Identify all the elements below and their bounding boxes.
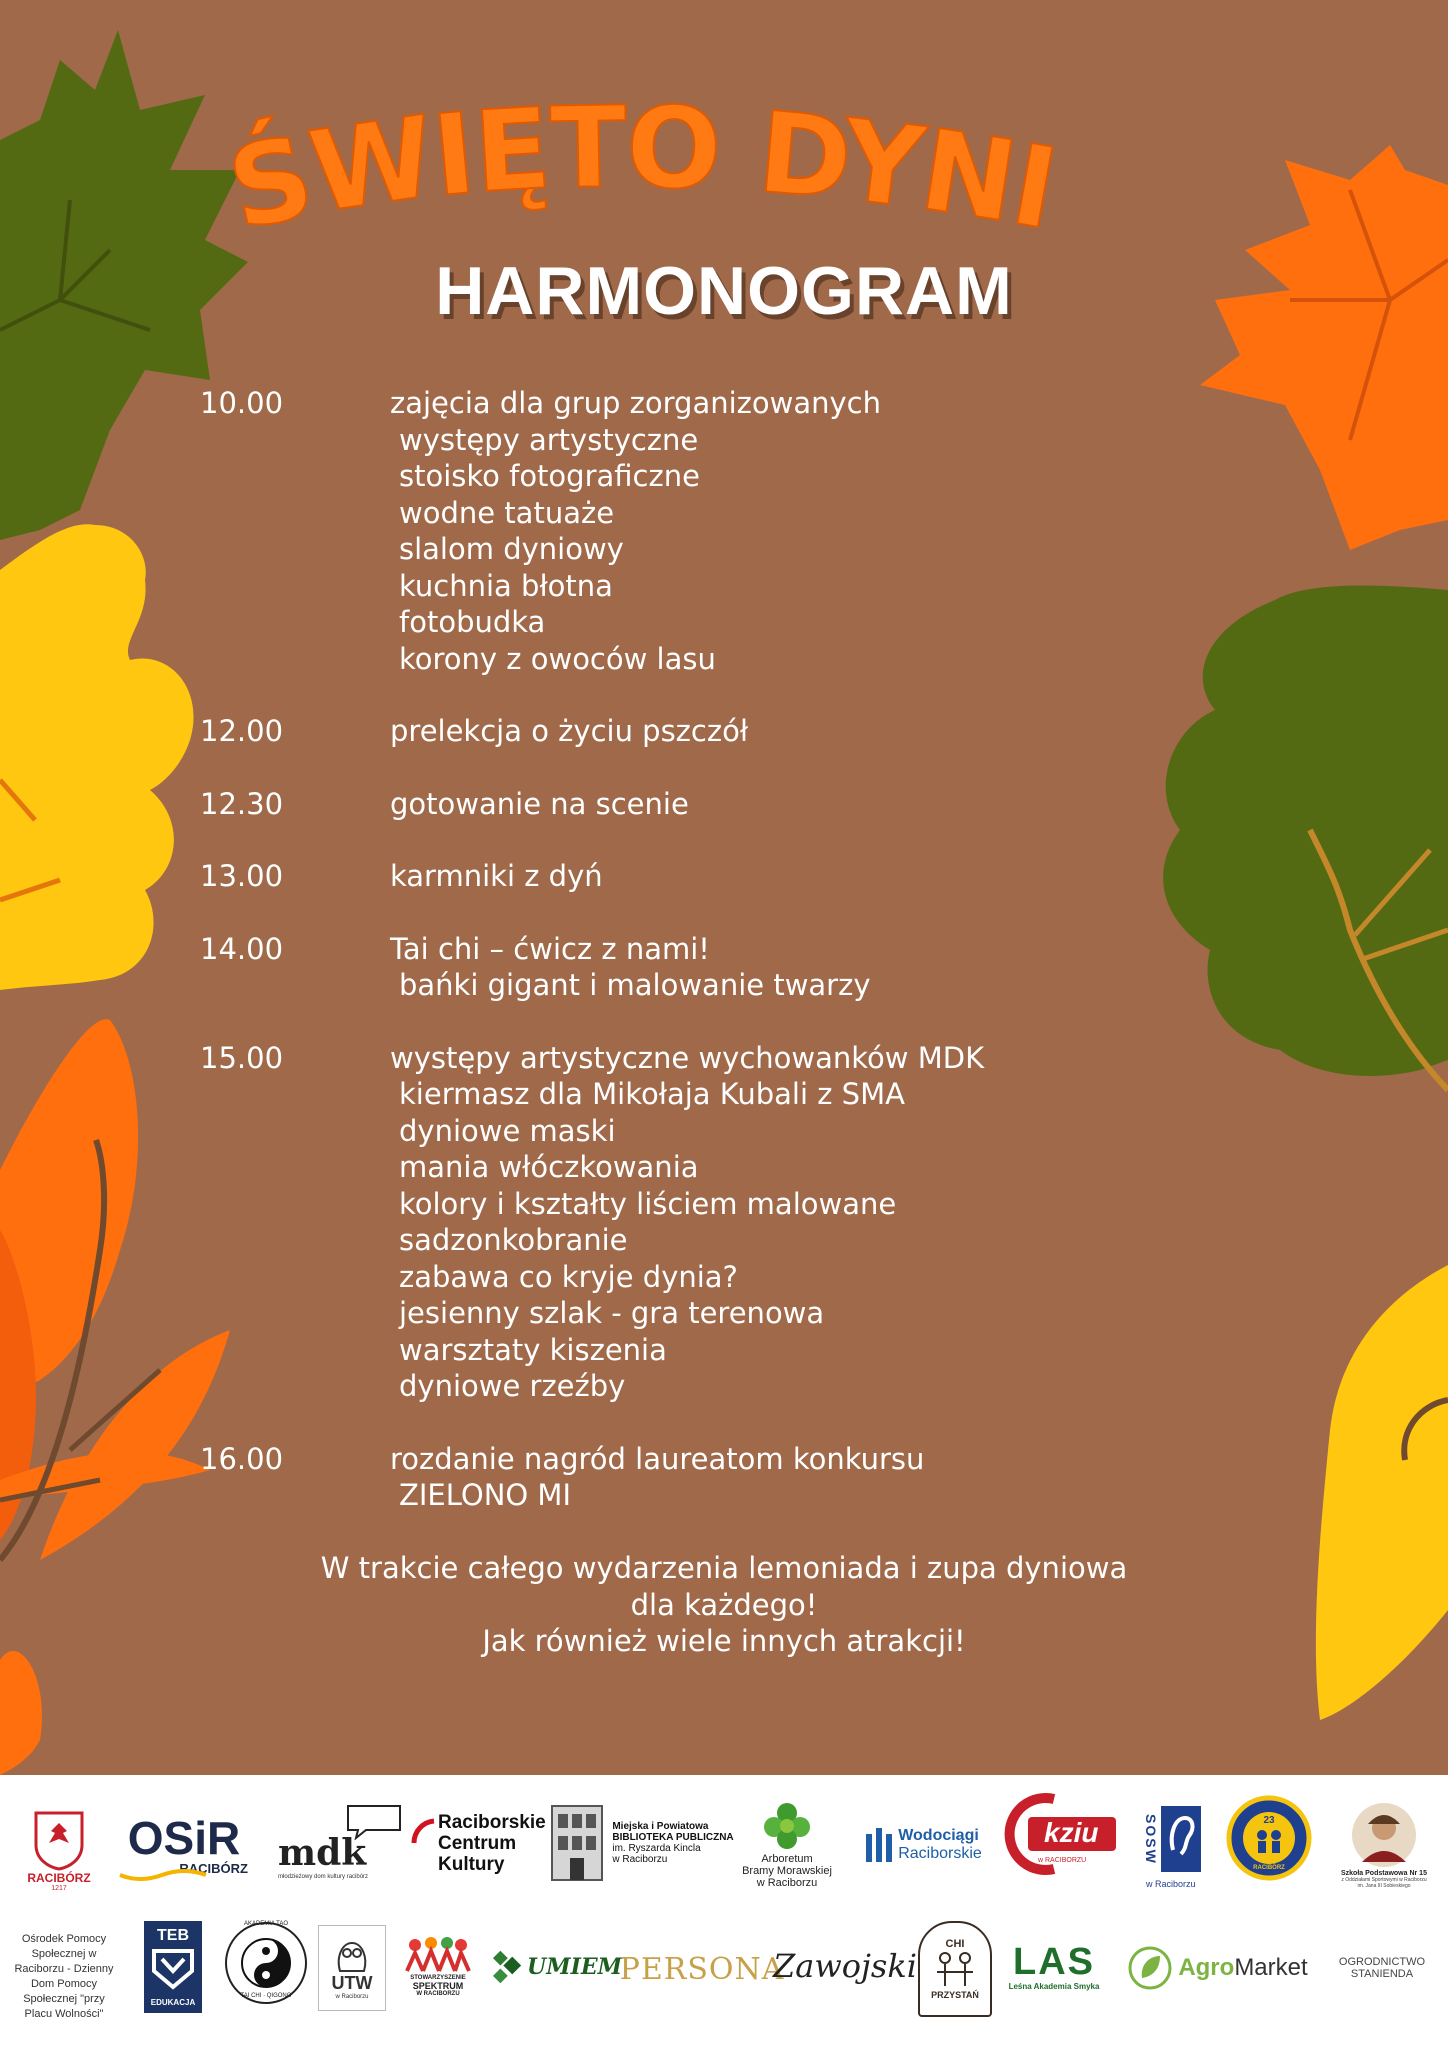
akademia-top: AKADEMIA TAO <box>243 1921 289 1927</box>
sp15-line-3: im. Jana III Sobieskiego <box>1357 1882 1411 1889</box>
schedule-entry <box>200 713 1140 750</box>
activity-item: bańki gigant i malowanie twarzy <box>399 968 871 1002</box>
rck-line-2: Centrum <box>438 1832 517 1854</box>
activity-item: ZIELONO MI <box>399 1478 572 1512</box>
arboretum-line-2: Bramy Morawskiej <box>742 1865 832 1877</box>
spektrum-line-1: STOWARZYSZENIE <box>410 1975 466 1981</box>
kziu-sub: w RACIBORZU <box>1038 1857 1087 1864</box>
las-sub: Leśna Akademia Smyka <box>1008 1981 1100 1991</box>
schedule-activities <box>390 931 871 1004</box>
schedule-entry <box>200 858 1140 895</box>
activity-item: stoisko fotograficzne <box>399 459 700 493</box>
rck-line-3: Kultury <box>438 1853 505 1875</box>
closing-note <box>0 1550 1448 1660</box>
sobieski-portrait-icon <box>1352 1800 1416 1870</box>
activity-item: rozdanie nagród laureatom konkursu <box>390 1441 925 1476</box>
logo-agromarket <box>1114 1941 1322 1995</box>
logo-ops <box>8 1917 120 2037</box>
agromarket-leaf-icon <box>1128 1946 1172 1990</box>
agromarket-part1: Agro <box>1178 1954 1235 1981</box>
sosw-ear-icon <box>1159 1804 1203 1874</box>
activity-item: slalom dyniowy <box>399 532 624 566</box>
arboretum-line-3: w Raciborzu <box>756 1877 818 1889</box>
ogrodnictwo-line-2: STANIENDA <box>1350 1968 1414 1980</box>
agromarket-part2: Market <box>1234 1954 1308 1981</box>
schedule-time: 15.00 <box>200 1040 284 1075</box>
przystan-name: PRZYSTAŃ <box>931 1990 979 2000</box>
logo-utw <box>318 1925 386 2011</box>
przystan-top: CHI <box>945 1938 965 1950</box>
activity-item: kuchnia błotna <box>399 568 613 603</box>
schedule-list <box>200 385 1140 1550</box>
sponsors-footer <box>0 1775 1448 2048</box>
akademia-bottom: TAI CHI · QIGONG <box>240 1993 292 1999</box>
spektrum-line-2: SPEKTRUM <box>412 1981 464 1991</box>
biblioteka-text <box>612 1821 733 1865</box>
mdk-sub: młodzieżowy dom kultury racibórz <box>278 1874 369 1880</box>
teb-sub: EDUKACJA <box>150 1998 196 2007</box>
logo-wodociagi <box>856 1817 990 1873</box>
library-building-icon <box>550 1804 604 1882</box>
mdk-speech-bubble-icon <box>344 1802 404 1840</box>
activity-item: występy artystyczne <box>399 422 699 457</box>
title-text: ŚWIĘTO DYNI <box>217 82 1065 256</box>
las-name: LAS <box>1013 1940 1095 1983</box>
rck-arc-icon <box>408 1817 438 1847</box>
sp15-line-2: z Oddziałami Sportowymi w Raciborzu <box>1341 1876 1427 1883</box>
schedule-entry <box>200 786 1140 823</box>
umiem-name: UMIEM <box>527 1954 622 1980</box>
schedule-entry <box>200 385 1140 677</box>
teb-name: TEB <box>157 1927 189 1944</box>
ops-text: Ośrodek Pomocy Społecznej w Raciborzu - Dzienny Dom Pomocy Społecznej "przy Placu Wolności" <box>14 1933 114 2020</box>
activity-item: występy artystyczne wychowanków MDK <box>390 1040 985 1075</box>
logo-ogrodnictwo <box>1322 1941 1442 1995</box>
logo-przystan <box>918 1921 992 2017</box>
logo-spektrum <box>396 1925 480 2007</box>
wodociagi-text <box>898 1827 982 1863</box>
schedule-time: 12.00 <box>200 714 284 748</box>
logo-osir <box>114 1805 254 1885</box>
spektrum-people-icon <box>403 1935 473 1975</box>
umiem-diamonds-icon <box>490 1939 527 1995</box>
spektrum-line-3: W RACIBORZU <box>416 1991 460 1997</box>
schedule-entry <box>200 1441 1140 1514</box>
activity-item: dyniowe rzeźby <box>399 1369 626 1403</box>
activity-item: kolory i kształty liściem malowane <box>399 1186 897 1221</box>
schedule-activities <box>390 786 689 823</box>
osir-wave-icon <box>118 1869 208 1881</box>
schedule-time: 14.00 <box>200 931 284 966</box>
activity-item: wodne tatuaże <box>399 495 615 530</box>
biblioteka-line-2: BIBLIOTEKA PUBLICZNA <box>612 1832 734 1843</box>
activity-item: sadzonkobranie <box>399 1223 628 1257</box>
logo-persona <box>619 1943 785 1995</box>
utw-name: UTW <box>331 1972 373 1993</box>
raciborz-crest-icon <box>32 1809 86 1871</box>
logo-sosw <box>1136 1789 1210 1889</box>
activity-item: kiermasz dla Mikołaja Kubali z SMA <box>399 1077 905 1111</box>
wodociagi-pillars-icon <box>864 1826 894 1864</box>
schedule-activities <box>390 1040 984 1405</box>
logo-umiem <box>490 1935 622 1999</box>
activity-item: mania włóczkowania <box>399 1150 699 1184</box>
raciborz-year: 1217 <box>51 1884 67 1892</box>
activity-item: Tai chi – ćwicz z nami! <box>390 931 710 966</box>
schedule-time: 16.00 <box>200 1441 284 1476</box>
schedule-time: 10.00 <box>200 386 284 420</box>
raciborz-name: RACIBÓRZ <box>27 1870 91 1885</box>
schedule-activities <box>390 385 881 677</box>
logo-raciborz <box>14 1795 104 1905</box>
harmonogram-heading: HARMONOGRAM <box>435 253 1013 329</box>
schedule-time: 12.30 <box>200 786 284 821</box>
kziu-name: kziu <box>1044 1817 1099 1848</box>
persona-name: PERSONA <box>619 1951 785 1987</box>
sp23-num: 23 <box>1263 1815 1275 1826</box>
activity-item: korony z owoców lasu <box>399 641 716 676</box>
event-title <box>200 60 1200 260</box>
activity-item: warsztaty kiszenia <box>399 1332 667 1367</box>
closing-line-2: dla każdego! <box>630 1587 818 1622</box>
sp15-line-1: Szkoła Podstawowa Nr 15 <box>1341 1869 1427 1877</box>
owl-icon <box>332 1937 372 1973</box>
logo-rck <box>408 1795 546 1891</box>
arboretum-line-1: Arboretum <box>761 1853 813 1865</box>
logo-zawojski <box>773 1931 917 2001</box>
schedule-activities <box>390 713 748 750</box>
biblioteka-line-4: w Raciborzu <box>612 1854 668 1865</box>
arboretum-leaf-icon <box>762 1801 812 1853</box>
closing-line-1: W trakcie całego wydarzenia lemoniada i zupa dyniowa <box>320 1551 1128 1585</box>
logo-kziu <box>994 1791 1122 1877</box>
logo-sp23 <box>1226 1795 1312 1881</box>
logo-mdk <box>278 1800 406 1892</box>
schedule-time: 13.00 <box>200 859 284 893</box>
activity-item: zabawa co kryje dynia? <box>399 1259 738 1294</box>
orange-leaf-top-right <box>1200 145 1448 550</box>
activity-item: prelekcja o życiu pszczół <box>390 714 749 748</box>
activity-item: gotowanie na scenie <box>390 786 689 821</box>
activity-item: jesienny szlak - gra terenowa <box>399 1296 825 1330</box>
osir-sub: RACIBÓRZ <box>179 1860 248 1876</box>
activity-item: karmniki z dyń <box>390 859 603 893</box>
activity-item: zajęcia dla grup zorganizowanych <box>390 386 881 420</box>
logo-las <box>1000 1931 1108 2001</box>
logo-teb <box>144 1921 202 2013</box>
logo-akademia-tao <box>224 1917 308 2009</box>
wodociagi-line-1: Wodociągi <box>898 1827 979 1844</box>
closing-line-3: Jak również wiele innych atrakcji! <box>482 1624 966 1658</box>
logo-biblioteka <box>548 1793 736 1893</box>
schedule-activities <box>390 1441 924 1514</box>
yellow-leaf-left <box>0 524 194 990</box>
osir-name: OSiR <box>127 1811 241 1864</box>
sp23-sub: RACIBÓRZ <box>1253 1865 1285 1871</box>
sosw-name: SOSW <box>1143 1813 1159 1865</box>
activity-item: fotobudka <box>399 605 546 639</box>
mdk-name: mdk <box>278 1832 367 1874</box>
schedule-activities <box>390 858 603 895</box>
biblioteka-line-1: Miejska i Powiatowa <box>612 1821 709 1832</box>
przystan-family-icon <box>932 1950 978 1990</box>
logo-sp15 <box>1326 1789 1442 1899</box>
zawojski-name: Zawojski <box>773 1947 917 1985</box>
utw-sub: w Raciborzu <box>335 1993 369 2000</box>
wodociagi-line-2: Raciborskie <box>898 1845 982 1862</box>
rck-line-1: Raciborskie <box>438 1811 546 1833</box>
activity-item: dyniowe maski <box>399 1113 616 1148</box>
biblioteka-line-3: im. Ryszarda Kincla <box>612 1843 701 1854</box>
schedule-entry <box>200 931 1140 1004</box>
schedule-entry <box>200 1040 1140 1405</box>
logo-arboretum <box>728 1785 846 1905</box>
ogrodnictwo-line-1: OGRODNICTWO <box>1338 1956 1426 1968</box>
svg-text:ŚWIĘTO DYNI <box>218 83 1065 256</box>
sosw-sub: w Raciborzu <box>1146 1879 1196 1889</box>
orange-leaves-left <box>0 1019 230 1775</box>
green-leaf-right <box>1163 586 1448 1090</box>
